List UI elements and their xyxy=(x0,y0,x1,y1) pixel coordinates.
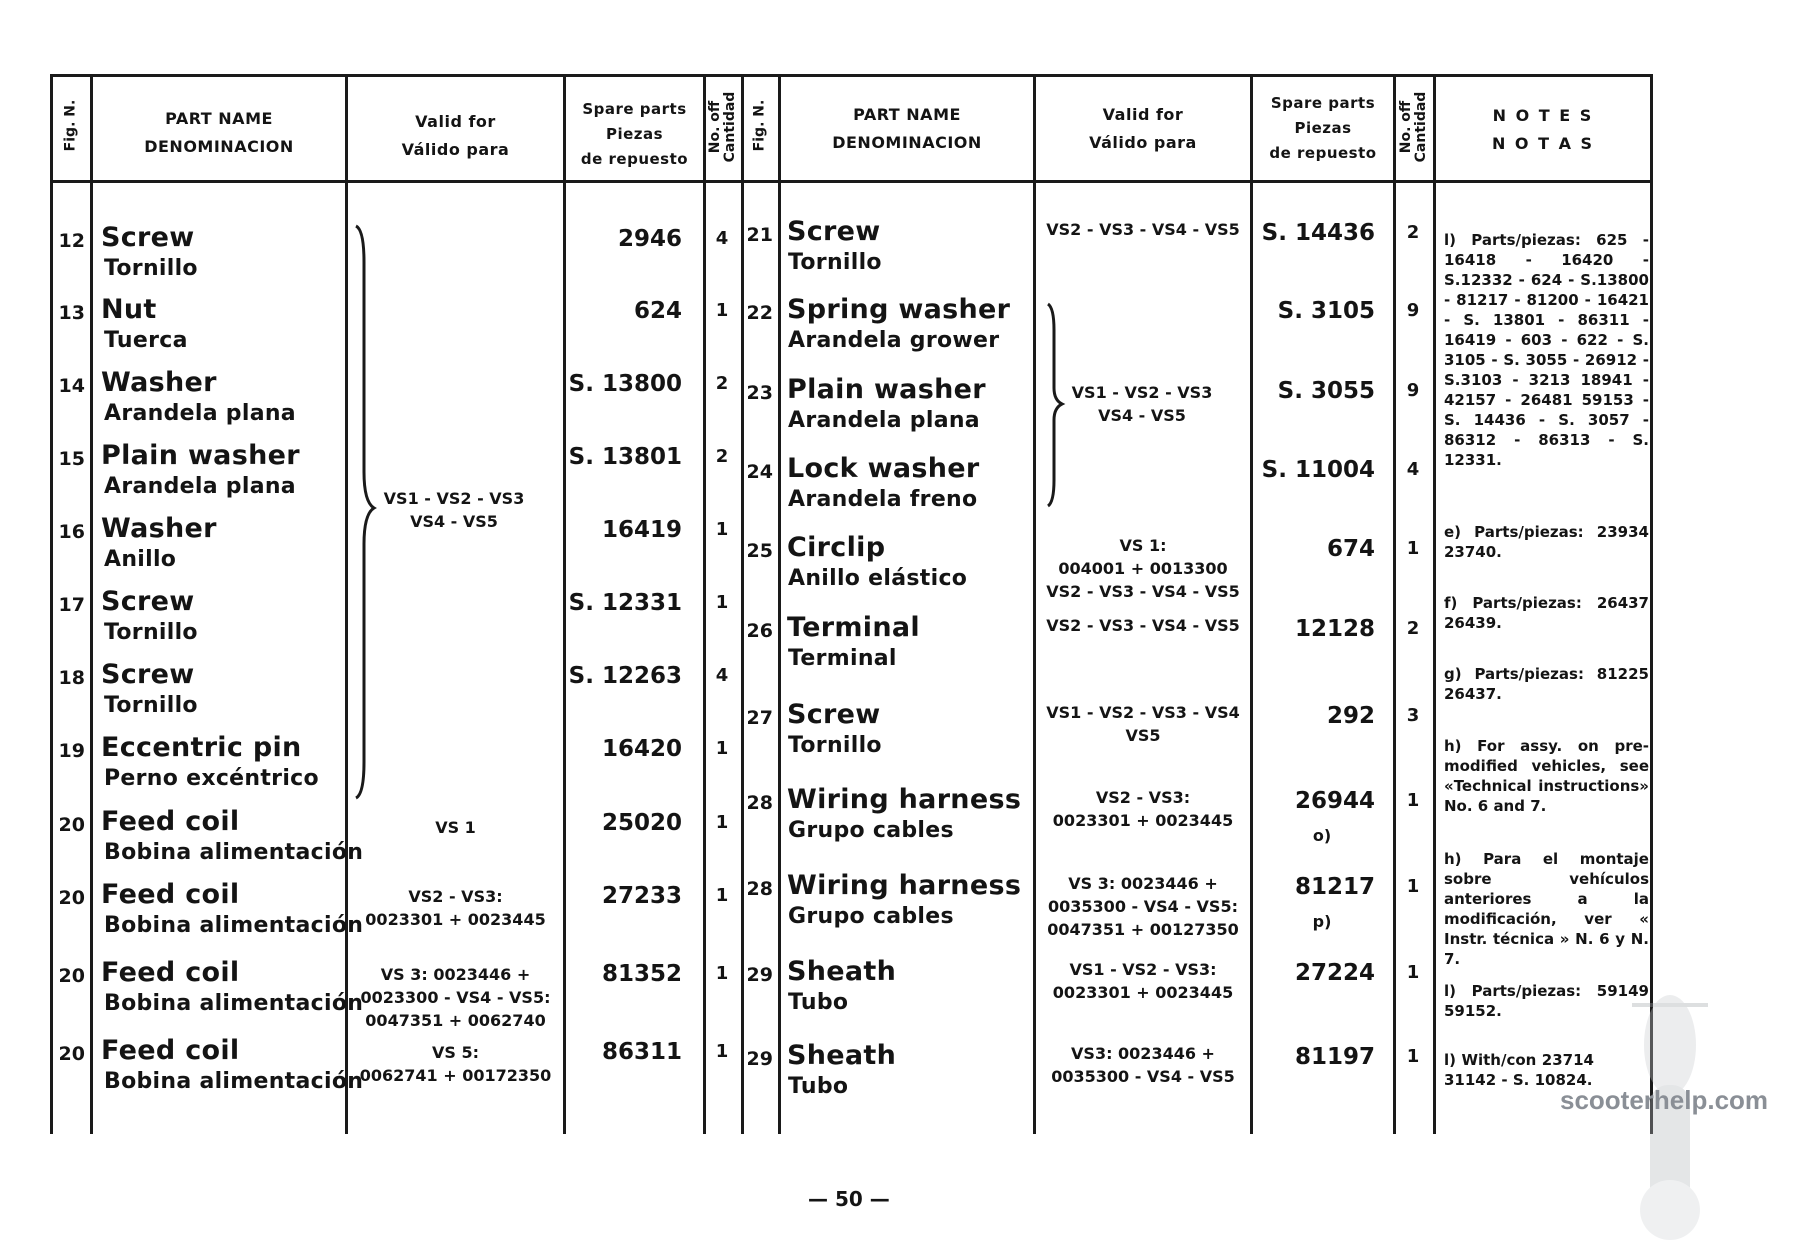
col-border xyxy=(703,74,706,1134)
fig-number: 27 xyxy=(746,707,773,729)
header-part-name-es: DENOMINACION xyxy=(144,137,294,156)
fig-number: 20 xyxy=(58,887,85,909)
header-spare-parts xyxy=(566,97,703,172)
quantity: 1 xyxy=(1406,538,1420,559)
part-name-es: Anillo xyxy=(104,547,177,572)
part-name-en: Terminal xyxy=(787,612,920,643)
spare-part-number: 86311 xyxy=(601,1039,682,1065)
valid-for: VS 3: 0023446 + 0023300 - VS4 - VS5: 0047351 + 0062740 xyxy=(360,965,551,1030)
fig-number: 20 xyxy=(58,1043,85,1065)
header-valid-for-es: Válido para xyxy=(1089,133,1197,152)
header-spare-es2: de repuesto xyxy=(1269,144,1377,162)
spare-part-number: 26944 xyxy=(1294,788,1375,814)
spare-part-number: S. 3105 xyxy=(1277,298,1375,324)
col-border xyxy=(50,74,53,1134)
header-fig: Fig. N. xyxy=(62,99,79,152)
quantity: 2 xyxy=(715,373,729,394)
valid-for: VS 1: 004001 + 0013300 VS2 - VS3 - VS4 - VS5 xyxy=(1046,536,1240,601)
part-name-en: Screw xyxy=(101,586,195,617)
fig-number: 20 xyxy=(58,814,85,836)
header-spare-es1: Piezas xyxy=(1294,119,1352,137)
quantity: 2 xyxy=(715,446,729,467)
part-name-es: Tubo xyxy=(788,990,849,1015)
part-name-es: Grupo cables xyxy=(788,818,954,843)
spare-part-number: 292 xyxy=(1326,703,1375,729)
col-border xyxy=(778,74,781,1134)
fig-number: 12 xyxy=(58,230,85,252)
group-valid-for: VS1 - VS2 - VS3 VS4 - VS5 xyxy=(383,489,525,531)
part-name-es: Tuerca xyxy=(104,328,188,353)
fig-number: 25 xyxy=(746,540,773,562)
header-valid-for xyxy=(348,108,563,164)
table-top-border xyxy=(50,74,1650,77)
header-qty-es: Cantidad xyxy=(722,91,738,163)
part-name-en: Nut xyxy=(101,294,157,325)
part-name-en: Spring washer xyxy=(787,294,1011,325)
group-valid-for: VS1 - VS2 - VS3 VS4 - VS5 xyxy=(1071,383,1213,425)
fig-number: 26 xyxy=(746,620,773,642)
col-border xyxy=(1433,74,1436,1134)
spare-part-number: 2946 xyxy=(617,226,682,252)
part-name-en: Plain washer xyxy=(787,374,986,405)
header-valid-for-es: Válido para xyxy=(401,140,510,159)
quantity: 4 xyxy=(715,228,729,249)
part-name-es: Tornillo xyxy=(104,693,198,718)
spare-part-footnote: p) xyxy=(1312,912,1332,931)
spare-part-number: S. 13800 xyxy=(568,371,682,397)
fig-number: 14 xyxy=(58,375,85,397)
quantity: 1 xyxy=(1406,1046,1420,1067)
part-name-en: Circlip xyxy=(787,532,886,563)
part-name-en: Feed coil xyxy=(101,957,240,988)
quantity: 1 xyxy=(715,738,729,759)
valid-for: VS2 - VS3 - VS4 - VS5 xyxy=(1046,220,1240,239)
part-name-en: Plain washer xyxy=(101,440,300,471)
header-part-name xyxy=(781,101,1033,157)
quantity: 2 xyxy=(1406,222,1420,243)
part-name-en: Screw xyxy=(101,222,195,253)
watermark-text: scooterhelp.com xyxy=(1560,1085,1769,1115)
header-spare-es1: Piezas xyxy=(605,125,664,143)
quantity: 9 xyxy=(1406,300,1420,321)
fig-number: 23 xyxy=(746,382,773,404)
part-name-en: Sheath xyxy=(787,956,897,987)
header-part-name xyxy=(93,105,345,161)
spare-part-number: S. 14436 xyxy=(1261,220,1375,246)
fig-number: 29 xyxy=(746,964,773,986)
valid-for: VS3: 0023446 + 0035300 - VS4 - VS5 xyxy=(1051,1044,1235,1086)
spare-part-number: 624 xyxy=(633,298,682,324)
spare-part-number: 12128 xyxy=(1294,616,1375,642)
spare-part-number: 16419 xyxy=(601,517,682,543)
part-name-es: Tubo xyxy=(788,1074,849,1099)
note-e-parts: e) Parts/piezas: 23934 23740. xyxy=(1444,523,1649,561)
part-name-es: Tornillo xyxy=(788,733,882,758)
part-name-es: Anillo elástico xyxy=(788,566,968,591)
part-name-en: Eccentric pin xyxy=(101,732,302,763)
part-name-es: Bobina alimentación xyxy=(104,1069,364,1094)
fig-number: 28 xyxy=(746,878,773,900)
part-name-en: Washer xyxy=(101,513,217,544)
header-part-name-es: DENOMINACION xyxy=(832,133,982,152)
quantity: 4 xyxy=(715,665,729,686)
quantity: 1 xyxy=(715,1041,729,1062)
part-name-en: Wiring harness xyxy=(787,784,1022,815)
header-bottom-border xyxy=(50,180,1650,183)
part-name-en: Screw xyxy=(787,216,881,247)
part-name-en: Screw xyxy=(787,699,881,730)
note-g-parts: g) Parts/piezas: 81225 26437. xyxy=(1444,665,1649,703)
spare-part-number: S. 13801 xyxy=(568,444,682,470)
quantity: 1 xyxy=(715,519,729,540)
quantity: 1 xyxy=(715,885,729,906)
part-name-en: Feed coil xyxy=(101,806,240,837)
header-spare-parts xyxy=(1253,91,1393,166)
note-h-spanish: h) Para el montaje sobre vehículos anteriores a la modificación, ver « Instr. técnica » N. 6 y N. 7. xyxy=(1444,850,1649,968)
spare-part-number: S. 12263 xyxy=(568,663,682,689)
quantity: 1 xyxy=(715,963,729,984)
header-qty xyxy=(708,89,738,165)
header-notes-es: N O T A S xyxy=(1491,134,1595,153)
part-name-es: Arandela plana xyxy=(104,401,296,426)
header-qty xyxy=(1399,89,1429,165)
part-name-en: Washer xyxy=(101,367,217,398)
spare-part-number: 674 xyxy=(1326,536,1375,562)
fig-number: 18 xyxy=(58,667,85,689)
header-part-name-en: PART NAME xyxy=(165,109,273,128)
spare-part-number: 27224 xyxy=(1294,960,1375,986)
part-name-es: Bobina alimentación xyxy=(104,913,364,938)
quantity: 1 xyxy=(715,812,729,833)
note-f-parts: f) Parts/piezas: 26437 26439. xyxy=(1444,594,1649,632)
quantity: 1 xyxy=(715,592,729,613)
spare-part-number: 81217 xyxy=(1294,874,1375,900)
fig-number: 22 xyxy=(746,302,773,324)
header-fig: Fig. N. xyxy=(751,99,768,152)
valid-for: VS2 - VS3 - VS4 - VS5 xyxy=(1046,616,1240,635)
quantity: 1 xyxy=(715,300,729,321)
header-qty-en: No. off xyxy=(707,100,723,154)
fig-number: 19 xyxy=(58,740,85,762)
part-name-es: Arandela grower xyxy=(788,328,1000,353)
part-name-en: Screw xyxy=(101,659,195,690)
part-name-en: Feed coil xyxy=(101,1035,240,1066)
part-name-es: Tornillo xyxy=(104,256,198,281)
note-i-parts: l) Parts/piezas: 59149 59152. xyxy=(1444,982,1649,1020)
header-qty-en: No. off xyxy=(1398,100,1414,154)
quantity: 1 xyxy=(1406,876,1420,897)
quantity: 2 xyxy=(1406,618,1420,639)
part-name-es: Tornillo xyxy=(104,620,198,645)
part-name-en: Sheath xyxy=(787,1040,897,1071)
header-notes xyxy=(1436,102,1650,158)
header-notes-en: N O T E S xyxy=(1492,106,1594,125)
spare-part-number: 81352 xyxy=(601,961,682,987)
valid-for: VS 5: 0062741 + 00172350 xyxy=(359,1043,552,1085)
part-name-es: Terminal xyxy=(788,646,897,671)
valid-for: VS 1 xyxy=(435,818,476,837)
quantity: 3 xyxy=(1406,705,1420,726)
spare-part-number: S. 11004 xyxy=(1261,457,1375,483)
header-qty-es: Cantidad xyxy=(1413,91,1429,163)
part-name-en: Wiring harness xyxy=(787,870,1022,901)
fig-number: 28 xyxy=(746,792,773,814)
col-border xyxy=(90,74,93,1134)
part-name-es: Arandela freno xyxy=(788,487,978,512)
part-name-en: Lock washer xyxy=(787,453,980,484)
spare-part-number: 81197 xyxy=(1294,1044,1375,1070)
part-name-es: Perno excéntrico xyxy=(104,766,319,791)
note-l-with: l) With/con 23714 31142 - S. 10824. xyxy=(1444,1051,1594,1089)
valid-for: VS1 - VS2 - VS3 - VS4 VS5 xyxy=(1046,703,1240,745)
valid-for: VS 3: 0023446 + 0035300 - VS4 - VS5: 0047351 + 00127350 xyxy=(1047,874,1239,939)
header-valid-for-en: Valid for xyxy=(415,112,496,131)
spare-part-number: S. 3055 xyxy=(1277,378,1375,404)
quantity: 9 xyxy=(1406,380,1420,401)
spare-part-number: 25020 xyxy=(601,810,682,836)
fig-number: 15 xyxy=(58,448,85,470)
col-border xyxy=(1393,74,1396,1134)
header-valid-for-en: Valid for xyxy=(1102,105,1184,124)
valid-for: VS1 - VS2 - VS3: 0023301 + 0023445 xyxy=(1052,960,1234,1002)
spare-part-footnote: o) xyxy=(1312,826,1332,845)
valid-for: VS2 - VS3: 0023301 + 0023445 xyxy=(1052,788,1234,830)
fig-number: 17 xyxy=(58,594,85,616)
spare-part-number: S. 12331 xyxy=(568,590,682,616)
fig-number: 20 xyxy=(58,965,85,987)
fig-number: 29 xyxy=(746,1048,773,1070)
note-l-parts: l) Parts/piezas: 625 - 16418 - 16420 - S.12332 - 624 - S.13800 - 81217 - 81200 - 16421 - S. 13801 - 86311 - 16419 - 603 - 622 - S. 3105 - S. 3055 - 26912 - S.3103 - 3213 18941 - 42157 - 26481 59153 - S. 14436 - S. 3057 - 86312 - 86313 - S. 12331. xyxy=(1444,231,1649,469)
note-h-english: h) For assy. on pre-modified vehicles, see «Technical instructions» No. 6 and 7. xyxy=(1444,737,1649,815)
col-border xyxy=(741,74,744,1134)
part-name-es: Tornillo xyxy=(788,250,882,275)
page-number: — 50 — xyxy=(808,1187,890,1211)
spare-part-number: 16420 xyxy=(601,736,682,762)
quantity: 1 xyxy=(1406,790,1420,811)
fig-number: 16 xyxy=(58,521,85,543)
header-spare-es2: de repuesto xyxy=(580,150,689,168)
fig-number: 21 xyxy=(746,224,773,246)
part-name-es: Bobina alimentación xyxy=(104,991,364,1016)
part-name-es: Arandela plana xyxy=(104,474,296,499)
header-valid-for xyxy=(1036,101,1250,157)
part-name-es: Arandela plana xyxy=(788,408,980,433)
valid-for: VS2 - VS3: 0023301 + 0023445 xyxy=(365,887,546,929)
spare-part-number: 27233 xyxy=(601,883,682,909)
fig-number: 24 xyxy=(746,461,773,483)
header-part-name-en: PART NAME xyxy=(853,105,961,124)
quantity: 4 xyxy=(1406,459,1420,480)
part-name-en: Feed coil xyxy=(101,879,240,910)
header-spare-en: Spare parts xyxy=(582,100,687,118)
part-name-es: Grupo cables xyxy=(788,904,954,929)
quantity: 1 xyxy=(1406,962,1420,983)
header-spare-en: Spare parts xyxy=(1270,94,1376,112)
part-name-es: Bobina alimentación xyxy=(104,840,364,865)
fig-number: 13 xyxy=(58,302,85,324)
